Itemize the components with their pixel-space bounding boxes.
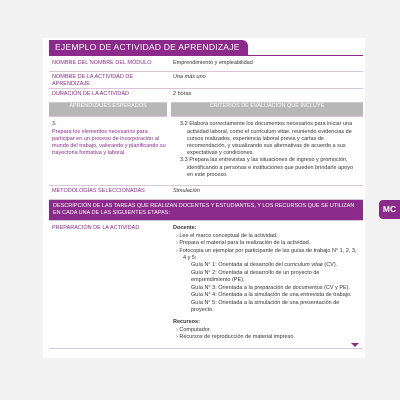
- docente-item-text: Fotocopia un ejemplar por participante de las guías de trabajo N° 1, 2, 3, 4 y 5:: [179, 247, 357, 262]
- guia-item: [173, 300, 359, 315]
- guia-text: Orientada a la simulación de una presentación de proyecto.: [191, 299, 340, 313]
- guia-text: Orientada a la preparación de documentos (CV y PE).: [218, 284, 351, 291]
- actividad-label: NOMBRE DE LA ACTIVIDAD DE APRENDIZAJE: [49, 72, 169, 89]
- row-modulo: [49, 58, 363, 72]
- guia-name: Guía N° 4:: [191, 292, 217, 299]
- criterio-item: [177, 157, 359, 179]
- criterio-item: [177, 121, 359, 157]
- arrow-icon: ›: [176, 334, 180, 341]
- title-divider: [49, 55, 363, 56]
- descripcion-title: DESCRIPCIÓN DE LAS TAREAS QUE REALIZAN DOCENTES Y ESTUDIANTES, Y LOS RECURSOS QUE SE UTILIZAN EN CADA UNA DE LAS SIGUIENTES ETAPAS:: [49, 200, 363, 221]
- row-metodologias: [49, 186, 363, 200]
- metodologias-label: METODOLOGÍAS SELECCIONADAS: [49, 186, 169, 200]
- docente-item: [173, 233, 359, 240]
- duracion-label: DURACIÓN DE LA ACTIVIDAD: [49, 89, 169, 103]
- page-corner-triangle-icon: [351, 343, 359, 347]
- guia-name: Guía N° 2:: [191, 269, 217, 276]
- metodologias-value: Simulación: [169, 186, 363, 200]
- guia-text: Orientada al desarrollo del: [218, 262, 285, 269]
- guia-tail: (CV).: [322, 262, 338, 269]
- criterio-number: 3.2: [180, 121, 188, 128]
- modulo-value: Emprendimiento y empleabilidad: [169, 58, 363, 72]
- criterio-number: 3.3: [180, 157, 188, 164]
- guia-item: [173, 292, 359, 299]
- preparacion-cell: [169, 221, 363, 348]
- guia-item: [173, 262, 359, 269]
- docente-item-text: Prepara el material para la realización de la actividad.: [179, 240, 311, 247]
- modulo-label: NOMBRE DEL NOMBRE DEL MÓDULO: [49, 58, 169, 72]
- arrow-icon: ›: [176, 247, 180, 254]
- arrow-icon: ›: [176, 232, 180, 239]
- guia-item: [173, 285, 359, 292]
- criterios-header: CRITERIOS DE EVALUACIÓN QUE INCLUYE: [169, 103, 363, 117]
- columns-header: [49, 103, 363, 117]
- row-preparacion: [49, 221, 363, 348]
- guia-name: Guía N° 3:: [191, 284, 217, 291]
- actividad-value: Una más uno: [169, 72, 363, 89]
- arrow-icon: ›: [176, 326, 180, 333]
- guia-name: Guía N° 5:: [191, 299, 217, 306]
- aprendizaje-text: Prepara los elementos necesarios para participar en un proceso de incorporación al mundo del trabajo, valorando y planificando su trayectoria formativa y laboral.: [52, 128, 166, 157]
- docente-item-text: Lee el marco conceptual de la actividad.: [179, 232, 278, 239]
- guia-name: Guía N° 1:: [191, 262, 217, 269]
- duracion-value: 2 horas: [169, 89, 363, 103]
- row-duracion: [49, 89, 363, 103]
- docente-title: Docente:: [173, 225, 197, 232]
- docente-item: [173, 248, 359, 263]
- document-title: EJEMPLO DE ACTIVIDAD DE APRENDIZAJE: [49, 40, 248, 55]
- descripcion-section: [49, 200, 363, 221]
- recurso-item-text: Recursos de reproducción de material impreso.: [179, 334, 295, 341]
- criterio-text: Prepara las entrevistas y las situaciones de ingreso y promoción, identificando a personas e instituciones que pueden brindarle apoyo en este proceso.: [187, 157, 354, 178]
- row-aprendizaje: [49, 117, 363, 186]
- docente-item: [173, 240, 359, 247]
- guia-text: Orientada a la simulación de una entrevista de trabajo.: [218, 292, 352, 299]
- guia-text: Orientada al desarrollo de un proyecto de emprendimiento (PE).: [191, 269, 320, 284]
- row-actividad: [49, 72, 363, 89]
- guia-emphasis: curriculum vitae: [284, 262, 323, 269]
- aprendizajes-header: APRENDIZAJES ESPERADOS: [49, 103, 169, 117]
- recurso-item-text: Computador.: [179, 326, 211, 333]
- aprendizaje-number: 3.: [52, 121, 57, 128]
- section-tab-mc: MC: [379, 200, 400, 219]
- recurso-item: [173, 327, 359, 334]
- guia-item: [173, 270, 359, 285]
- recursos-title: Recursos:: [173, 319, 200, 326]
- aprendizaje-cell: [49, 117, 169, 186]
- preparacion-label: PREPARACIÓN DE LA ACTIVIDAD: [49, 221, 169, 348]
- criterio-text: Elabora correctamente los documentos necesarios para iniciar una actividad laboral, como el curriculum vitae, reuniendo evidencias de cursos realizados, experiencia laboral previa y cartas de recomendación, y visualizando sus alternativas de acuerdo a sus expectativas y condiciones.: [187, 121, 353, 157]
- recurso-item: [173, 334, 359, 341]
- activity-table: [49, 58, 363, 349]
- criterios-cell: [169, 117, 363, 186]
- arrow-icon: ›: [176, 240, 180, 247]
